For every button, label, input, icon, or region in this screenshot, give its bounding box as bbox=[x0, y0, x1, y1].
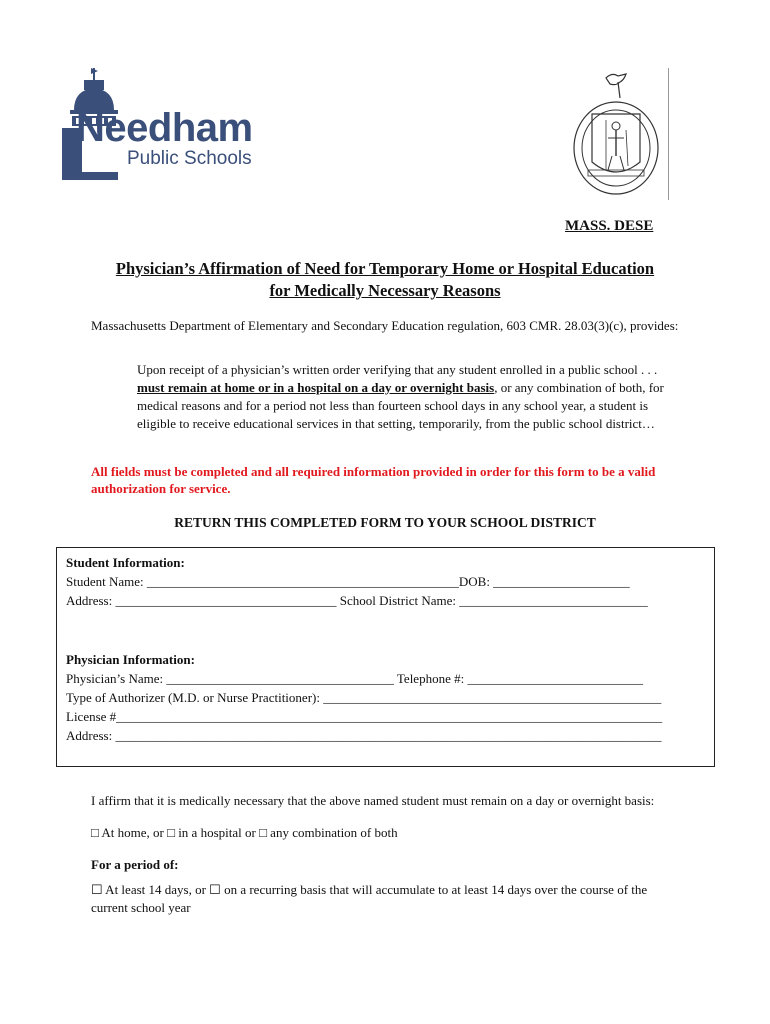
required-fields-warning: All fields must be completed and all required information provided in order for this form to be a valid authorization for service. bbox=[91, 464, 656, 496]
form-title-line1: Physician’s Affirmation of Need for Temporary Home or Hospital Education bbox=[115, 259, 655, 278]
form-title-line2: for Medically Necessary Reasons bbox=[269, 281, 501, 300]
authorizer-type-field[interactable]: Type of Authorizer (M.D. or Nurse Practitioner): ____________________________________________________ bbox=[66, 690, 662, 705]
student-address-field[interactable]: Address: __________________________________ School District Name: _____________________________ bbox=[66, 593, 648, 608]
student-info-heading: Student Information: bbox=[66, 555, 185, 570]
seal-divider bbox=[668, 68, 669, 200]
regulation-quote bbox=[137, 361, 682, 433]
quote-part1: Upon receipt of a physician’s written order verifying that any student enrolled in a public school . . . bbox=[137, 362, 658, 377]
state-seal-icon bbox=[568, 70, 664, 198]
student-name-field[interactable]: Student Name: ________________________________________________DOB: _____________________ bbox=[66, 574, 630, 589]
logo-name-sub: Public Schools bbox=[127, 148, 252, 169]
license-field[interactable]: License #____________________________________________________________________________________ bbox=[66, 709, 663, 724]
quote-part2: , or any combination of both, for medical reasons and for a period not less than fourteen school days in any school year, a student is eligible to receive educational services in that setting, temporarily, from the public school district… bbox=[137, 380, 664, 431]
location-options[interactable]: □ At home, or □ in a hospital or □ any combination of both bbox=[91, 825, 398, 840]
period-heading: For a period of: bbox=[91, 857, 179, 872]
form-title bbox=[80, 258, 690, 302]
needham-logo bbox=[58, 66, 268, 186]
logo-name-main: Needham bbox=[76, 106, 253, 150]
physician-info-heading: Physician Information: bbox=[66, 652, 195, 667]
physician-address-field[interactable]: Address: ____________________________________________________________________________________ bbox=[66, 728, 662, 743]
information-form bbox=[56, 547, 715, 767]
quote-emphasis: must remain at home or in a hospital on a day or overnight basis bbox=[137, 380, 495, 395]
physician-name-field[interactable]: Physician’s Name: ___________________________________ Telephone #: ___________________________ bbox=[66, 671, 643, 686]
state-seal bbox=[568, 70, 664, 198]
intro-paragraph: Massachusetts Department of Elementary and Secondary Education regulation, 603 CMR. 28.03(3)(c), provides: bbox=[91, 318, 679, 333]
period-options[interactable]: ☐ At least 14 days, or ☐ on a recurring basis that will accumulate to at least 14 days over the course of the current school year bbox=[91, 882, 648, 915]
agency-label: MASS. DESE bbox=[565, 218, 654, 234]
return-notice: RETURN THIS COMPLETED FORM TO YOUR SCHOOL DISTRICT bbox=[174, 515, 596, 530]
affirmation-text: I affirm that it is medically necessary that the above named student must remain on a day or overnight basis: bbox=[91, 793, 655, 808]
